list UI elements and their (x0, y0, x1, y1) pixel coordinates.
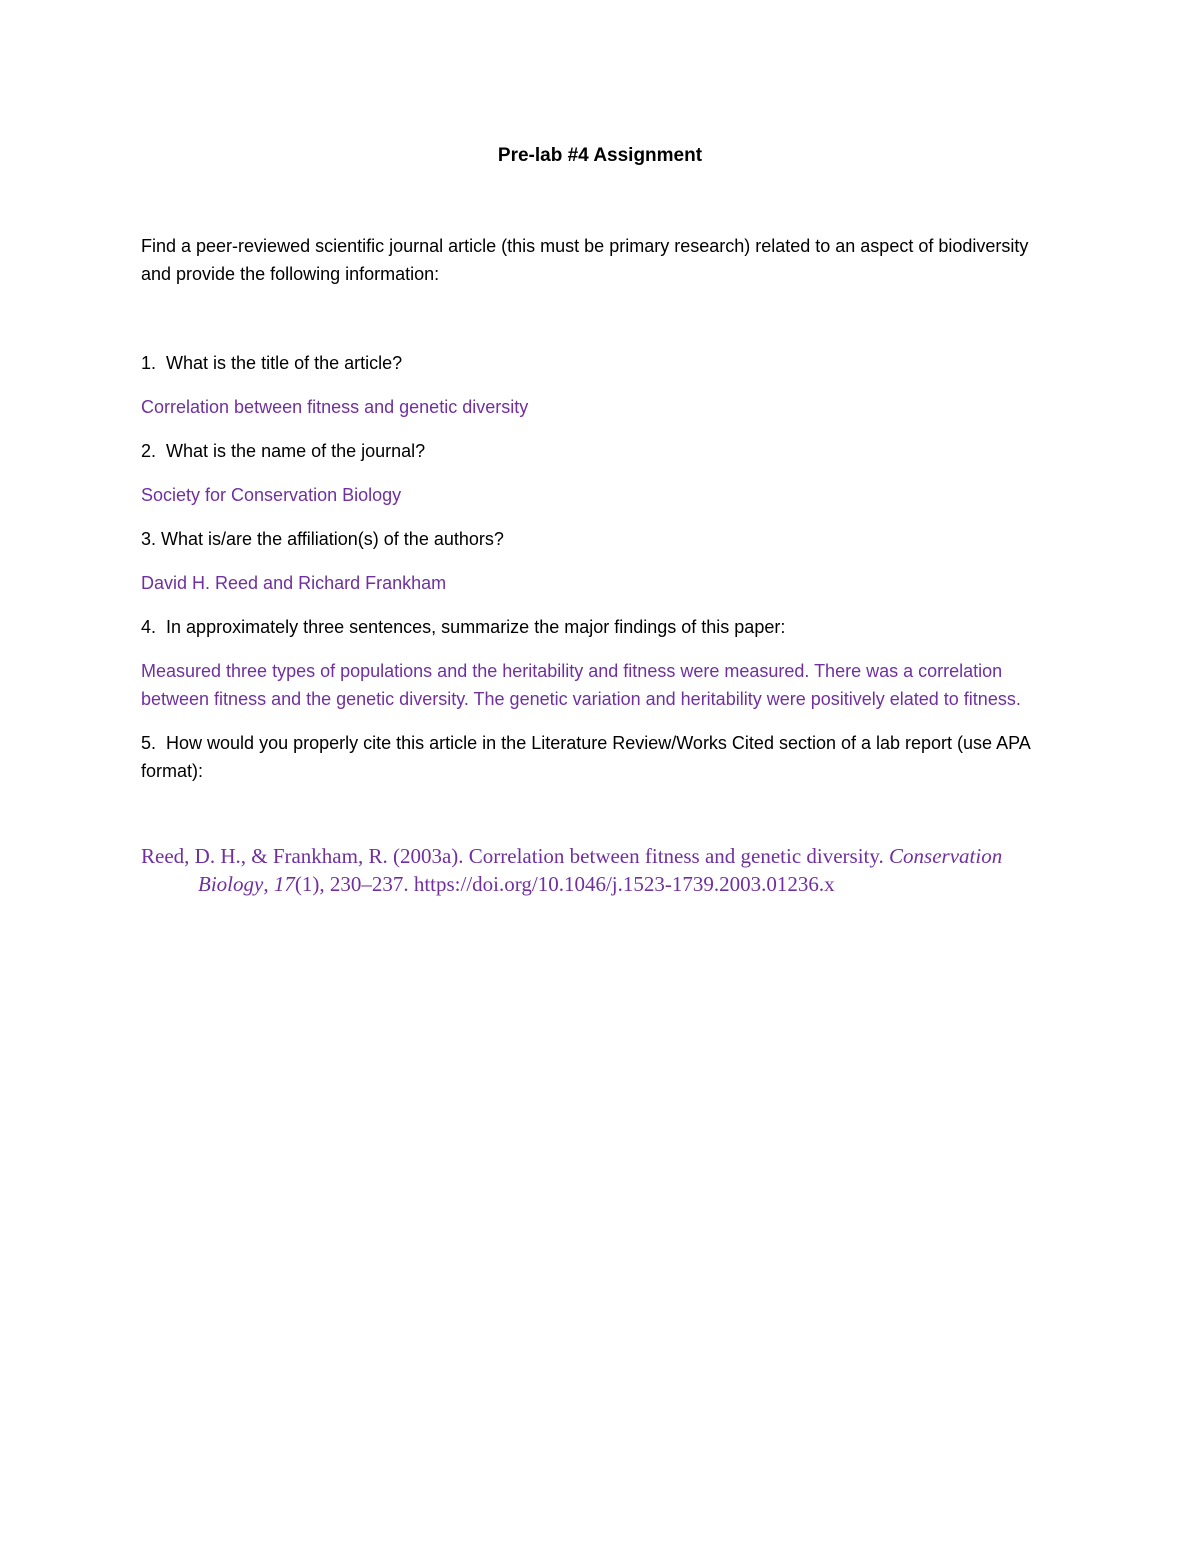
question-number: 4. (141, 617, 157, 637)
citation-authors-title: Reed, D. H., & Frankham, R. (2003a). Correlation between fitness and genetic diversity. (141, 844, 890, 868)
citation-journal: Conservation Biology (198, 844, 1003, 896)
citation-issue-pages-doi: (1), 230–237. https://doi.org/10.1046/j.1523-1739.2003.01236.x (294, 872, 835, 896)
question-text: What is/are the affiliation(s) of the authors? (161, 529, 504, 549)
answer-3: David H. Reed and Richard Frankham (141, 573, 447, 593)
question-text: How would you properly cite this article in the Literature Review/Works Cited section of a lab report (use APA format): (141, 733, 1030, 781)
question-1 (141, 349, 1061, 377)
question-number: 5. (141, 733, 157, 753)
question-number: 1. (141, 353, 157, 373)
instructions-paragraph: Find a peer-reviewed scientific journal article (this must be primary research) related to an aspect of biodiversity and provide the following information: (141, 236, 1029, 284)
question-3 (141, 525, 1061, 553)
document-body (141, 232, 1061, 807)
answer-2: Society for Conservation Biology (141, 485, 402, 505)
answer-1: Correlation between fitness and genetic diversity (141, 397, 529, 417)
answer-4: Measured three types of populations and the heritability and fitness were measured. There was a correlation between fitness and the genetic diversity. The genetic variation and heritability were positively elated to fitness. (141, 661, 1021, 709)
citation-volume: 17 (273, 872, 295, 896)
question-number: 3. (141, 529, 157, 549)
question-text: In approximately three sentences, summarize the major findings of this paper: (166, 617, 786, 637)
page-title: Pre-lab #4 Assignment (497, 145, 703, 166)
apa-citation (141, 842, 1028, 898)
question-number: 2. (141, 441, 157, 461)
question-4 (141, 613, 1061, 641)
question-text: What is the title of the article? (166, 353, 403, 373)
question-text: What is the name of the journal? (166, 441, 426, 461)
question-2 (141, 437, 1061, 465)
citation-separator: , (263, 872, 274, 896)
question-5 (141, 729, 1061, 785)
